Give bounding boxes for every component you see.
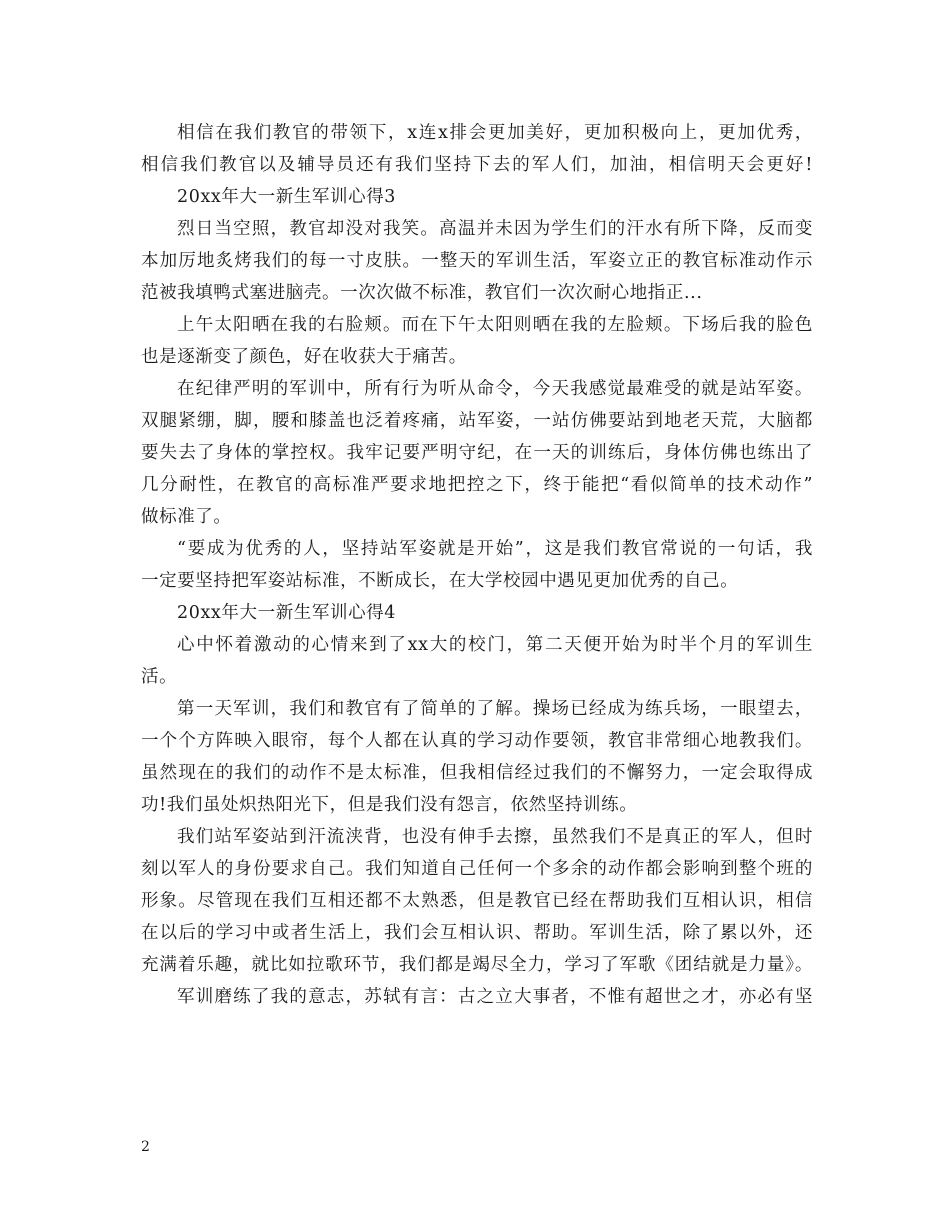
text-line: 本加厉地炙烤我们的每一寸皮肤。一整天的军训生活，军姿立正的教官标准动作示 xyxy=(141,251,813,271)
text-line: 烈日当空照，教官却没对我笑。高温并未因为学生们的汗水有所下降，反而变 xyxy=(177,219,813,239)
text-line: 要失去了身体的掌控权。我牢记要严明守纪，在一天的训练后，身体仿佛也练出了 xyxy=(141,443,813,463)
text-line: 虽然现在的我们的动作不是太标准，但我相信经过我们的不懈努力，一定会取得成 xyxy=(141,763,813,783)
text-line: 在纪律严明的军训中，所有行为听从命令，今天我感觉最难受的就是站军姿。 xyxy=(177,379,813,399)
text-line: 上午太阳晒在我的右脸颊。而在下午太阳则晒在我的左脸颊。下场后我的脸色 xyxy=(177,315,813,335)
text-line: 也是逐渐变了颜色，好在收获大于痛苦。 xyxy=(141,347,467,367)
text-line: 刻以军人的身份要求自己。我们知道自己任何一个多余的动作都会影响到整个班的 xyxy=(141,859,813,879)
text-line: 范被我填鸭式塞进脑壳。一次次做不标准，教官们一次次耐心地指正... xyxy=(141,283,703,303)
text-line: 相信我们教官以及辅导员还有我们坚持下去的军人们，加油，相信明天会更好! xyxy=(141,155,813,175)
text-line: 功!我们虽处炽热阳光下，但是我们没有怨言，依然坚持训练。 xyxy=(141,795,638,815)
text-line: 在以后的学习中或者生活上，我们会互相认识、帮助。军训生活，除了累以外，还 xyxy=(141,923,813,943)
text-line: 形象。尽管现在我们互相还都不太熟悉，但是教官已经在帮助我们互相认识，相信 xyxy=(141,891,813,911)
text-line: 20xx年大一新生军训心得3 xyxy=(177,187,397,207)
text-line: 一个个方阵映入眼帘，每个人都在认真的学习动作要领，教官非常细心地教我们。 xyxy=(141,731,813,751)
text-line: 双腿紧绷，脚，腰和膝盖也泛着疼痛，站军姿，一站仿佛要站到地老天荒，大脑都 xyxy=(141,411,813,431)
text-line: 一定要坚持把军姿站标准，不断成长，在大学校园中遇见更加优秀的自己。 xyxy=(141,571,739,591)
text-line: 活。 xyxy=(141,667,178,687)
page-number: 2 xyxy=(141,1139,150,1155)
text-line: 充满着乐趣，就比如拉歌环节，我们都是竭尽全力，学习了军歌《团结就是力量》。 xyxy=(141,955,813,975)
text-line: 几分耐性，在教官的高标准严要求地把控之下，终于能把“看似简单的技术动作” xyxy=(141,475,813,495)
document-body xyxy=(141,117,813,1013)
text-line: 心中怀着激动的心情来到了xx大的校门，第二天便开始为时半个月的军训生 xyxy=(177,635,813,655)
text-line: 相信在我们教官的带领下，x连x排会更加美好，更加积极向上，更加优秀， xyxy=(177,123,813,143)
text-line: 我们站军姿站到汗流浃背，也没有伸手去擦，虽然我们不是真正的军人，但时 xyxy=(177,827,813,847)
text-line: 军训磨练了我的意志，苏轼有言：古之立大事者，不惟有超世之才，亦必有坚 xyxy=(177,987,813,1007)
text-line: 做标准了。 xyxy=(141,507,232,527)
text-line: “要成为优秀的人，坚持站军姿就是开始”，这是我们教官常说的一句话，我 xyxy=(177,539,813,559)
text-line: 20xx年大一新生军训心得4 xyxy=(177,603,397,623)
text-line: 第一天军训，我们和教官有了简单的了解。操场已经成为练兵场，一眼望去， xyxy=(177,699,813,719)
